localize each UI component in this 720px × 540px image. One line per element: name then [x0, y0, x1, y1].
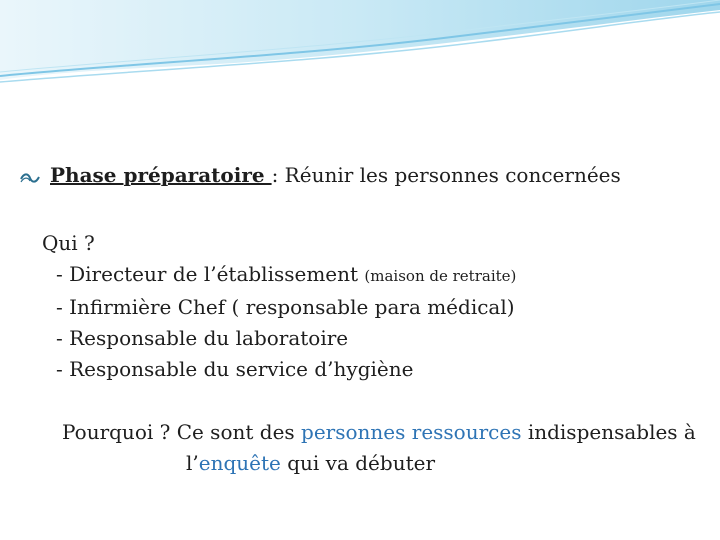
slide-title-line	[50, 163, 621, 187]
who-item-head-nurse: - Infirmière Chef ( responsable para médical)	[56, 295, 515, 319]
who-item-hygiene-head: - Responsable du service d’hygiène	[56, 357, 414, 381]
why-text: l’	[186, 451, 199, 475]
why-text: indispensables à	[521, 420, 696, 444]
who-item-text: - Directeur de l’établissement	[56, 262, 365, 286]
why-text: qui va débuter	[280, 451, 436, 475]
who-section	[42, 228, 516, 385]
why-line-2	[62, 448, 696, 479]
who-item-lab-head: - Responsable du laboratoire	[56, 326, 349, 350]
phase-description: : Réunir les personnes concernées	[271, 163, 621, 187]
why-section	[62, 417, 696, 479]
why-text: Pourquoi ? Ce sont des	[62, 420, 302, 444]
why-line-1	[62, 417, 696, 448]
who-item-director	[42, 259, 516, 292]
bullet-icon	[20, 170, 40, 186]
header-wave-decoration	[0, 0, 720, 90]
phase-term: Phase préparatoire	[50, 163, 272, 187]
highlight-survey: enquête	[198, 451, 281, 475]
highlight-resource-persons: personnes ressources	[301, 420, 522, 444]
who-item-note: (maison de retraite)	[364, 267, 517, 285]
who-heading: Qui ?	[42, 231, 95, 255]
